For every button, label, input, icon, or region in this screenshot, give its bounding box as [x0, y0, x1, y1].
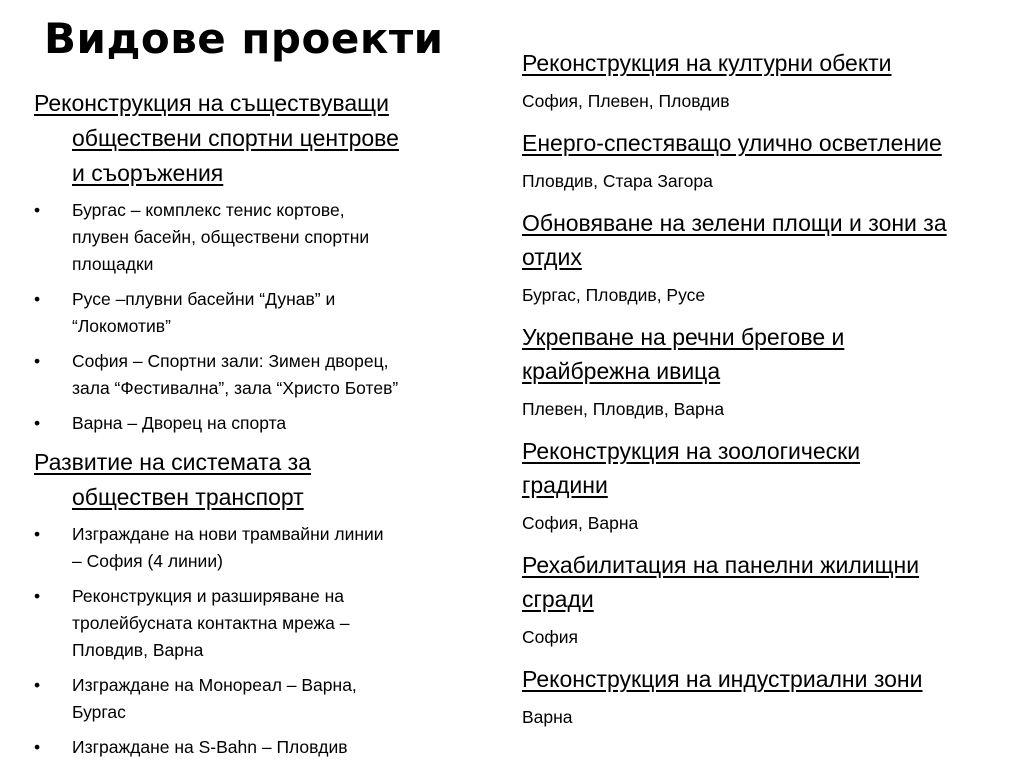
- left-column: [34, 86, 474, 769]
- project-heading-line: Реконструкция на културни обекти: [522, 50, 892, 76]
- project-heading-line: Реконструкция на зоологически: [522, 438, 861, 464]
- project-heading-line: Енерго-спестяващо улично осветление: [522, 130, 942, 156]
- project-cities: Плевен, Пловдив, Варна: [522, 399, 725, 419]
- bullet-text-line: Бургас – комплекс тенис кортове,: [72, 200, 345, 220]
- bullet-item: [34, 583, 474, 664]
- section-heading-line: Реконструкция на съществуващи: [34, 90, 389, 116]
- bullet-text-line: Изграждане на S-Bahn – Пловдив: [72, 737, 348, 757]
- bullet-text-line: зала “Фестивална”, зала “Христо Ботев”: [72, 378, 399, 398]
- bullet-marker: •: [34, 586, 41, 606]
- project-heading-line: крайбрежна ивица: [522, 358, 721, 384]
- section-heading: [34, 86, 474, 191]
- section-heading-line: обществени спортни центрове: [72, 125, 399, 151]
- bullet-text-line: Варна – Дворец на спорта: [72, 413, 287, 433]
- project-cities: Бургас, Пловдив, Русе: [522, 285, 706, 305]
- project-cities: София, Варна: [522, 513, 639, 533]
- bullet-item: [34, 734, 474, 761]
- project-heading-line: Реконструкция на индустриални зони: [522, 666, 923, 692]
- project-heading-line: отдих: [522, 244, 582, 270]
- project-heading: [522, 126, 1012, 160]
- right-column: [522, 46, 1012, 742]
- bullet-text-line: Пловдив, Варна: [72, 640, 204, 660]
- bullet-marker: •: [34, 351, 41, 371]
- bullet-item: [34, 348, 474, 402]
- bullet-marker: •: [34, 289, 41, 309]
- bullet-marker: •: [34, 737, 41, 757]
- bullet-text-line: тролейбусната контактна мрежа –: [72, 613, 350, 633]
- page-title: Видове проекти: [44, 14, 444, 63]
- project-heading: [522, 662, 1012, 696]
- bullet-text-line: – София (4 линии): [72, 551, 223, 571]
- bullet-marker: •: [34, 200, 41, 220]
- bullet-marker: •: [34, 413, 41, 433]
- bullet-list: [34, 521, 474, 761]
- project-heading-line: сгради: [522, 586, 594, 612]
- bullet-item: [34, 286, 474, 340]
- section-heading: [34, 445, 474, 515]
- bullet-text-line: площадки: [72, 254, 154, 274]
- project-cities: Пловдив, Стара Загора: [522, 171, 713, 191]
- bullet-text-line: Русе –плувни басейни “Дунав” и: [72, 289, 336, 309]
- project-heading: [522, 320, 1012, 388]
- project-heading-line: Рехабилитация на панелни жилищни: [522, 552, 920, 578]
- bullet-text-line: “Локомотив”: [72, 316, 171, 336]
- project-heading-line: Укрепване на речни брегове и: [522, 324, 845, 350]
- project-heading: [522, 46, 1012, 80]
- bullet-text-line: София – Спортни зали: Зимен дворец,: [72, 351, 389, 371]
- project-heading: [522, 206, 1012, 274]
- bullet-marker: •: [34, 524, 41, 544]
- section-heading-line: и съоръжения: [72, 160, 224, 186]
- bullet-item: [34, 410, 474, 437]
- project-cities: София, Плевен, Пловдив: [522, 91, 730, 111]
- bullet-text-line: Изграждане на Монореал – Варна,: [72, 675, 357, 695]
- project-heading: [522, 434, 1012, 502]
- bullet-marker: •: [34, 675, 41, 695]
- bullet-item: [34, 521, 474, 575]
- section-heading-line: Развитие на системата за: [34, 449, 311, 475]
- bullet-text-line: Реконструкция и разширяване на: [72, 586, 344, 606]
- bullet-item: [34, 672, 474, 726]
- bullet-text-line: Изграждане на нови трамвайни линии: [72, 524, 384, 544]
- bullet-item: [34, 197, 474, 278]
- project-heading: [522, 548, 1012, 616]
- section-heading-line: обществен транспорт: [72, 484, 304, 510]
- bullet-list: [34, 197, 474, 437]
- project-cities: София: [522, 627, 579, 647]
- project-cities: Варна: [522, 707, 573, 727]
- bullet-text-line: плувен басейн, обществени спортни: [72, 227, 370, 247]
- project-heading-line: градини: [522, 472, 608, 498]
- bullet-text-line: Бургас: [72, 702, 126, 722]
- project-heading-line: Обновяване на зелени площи и зони за: [522, 210, 947, 236]
